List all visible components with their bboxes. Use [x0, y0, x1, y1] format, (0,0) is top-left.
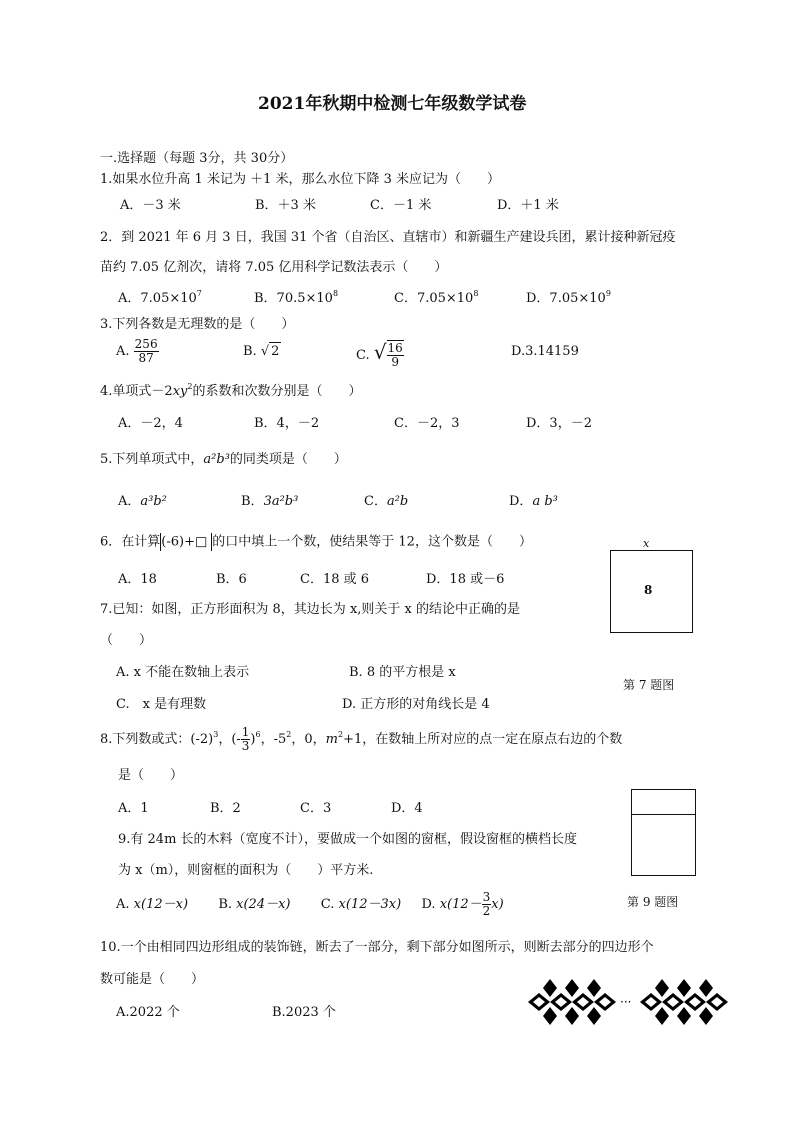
chain-diamond [543, 979, 557, 997]
q9-line2: 为 x（m），则窗框的面积为（ ）平方米. [118, 863, 374, 878]
q2-option-b: B．$70.5\times 10^8$ [254, 289, 339, 306]
chain-diamond [543, 1007, 557, 1025]
q8-option-a: A．1 [118, 801, 149, 816]
q8-option-d: D．4 [391, 801, 423, 816]
q2-line2: 苗约 7.05 亿剂次，请将 7.05 亿用科学记数法表示（ ） [100, 260, 448, 275]
q1-stem: 1.如果水位升高 1 米记为 ＋1 米，那么水位下降 3 米应记为（ ） [100, 172, 501, 187]
q7-option-b: B. 8 的平方根是 x [349, 665, 456, 680]
q6-option-a: A．18 [118, 572, 157, 587]
q9-option-d: D. x(12－ $\frac{3}{2}$ x) [421, 890, 504, 918]
chain-diamond [565, 1007, 579, 1025]
chain-diamond [677, 979, 691, 997]
q10-line2: 数可能是（ ） [100, 972, 205, 987]
fig7-label-area: 8 [644, 583, 653, 597]
fraction: $\frac{1}{3}$ [241, 725, 250, 753]
chain-figure [528, 974, 728, 1030]
fig7-label-x: x [643, 537, 650, 550]
fig9-caption: 第 9 题图 [627, 895, 679, 909]
q6-option-d: D．18 或－6 [426, 572, 505, 587]
q4-option-b: B．4，－2 [254, 416, 320, 431]
q2-option-c: C．$7.05\times 10^8$ [394, 289, 479, 306]
q7-option-d: D. 正方形的对角线长是 4 [342, 697, 490, 712]
q3-option-c: C. √ $\frac{16}{9}$ [356, 340, 403, 369]
q10-option-b: B.2023 个 [272, 1005, 336, 1020]
chain-diamond [655, 1007, 669, 1025]
q5-option-c: C．a²b [364, 494, 409, 509]
chain-diamond [699, 1007, 713, 1025]
chain-diamond [655, 979, 669, 997]
q9-line1: 9.有 24m 长的木料（宽度不计），要做成一个如图的窗框，假设窗框的横档长度 [118, 832, 578, 847]
q7-line2: （ ） [100, 633, 153, 648]
q3-option-d: D.3.14159 [511, 344, 579, 359]
fig9-window-frame [631, 789, 696, 876]
chain-left-group [528, 979, 616, 1025]
q4-option-c: C．－2，3 [394, 416, 460, 431]
fig9-crossbar [631, 814, 696, 815]
q3-stem: 3.下列各数是无理数的是（ ） [100, 317, 295, 332]
chain-diamond [677, 1007, 691, 1025]
q1-option-a: A．－3 米 [120, 198, 181, 213]
q6-stem: 6．在计算(-6)+□ 的口中填上一个数，使结果等于 12，这个数是（ ） [100, 534, 532, 550]
q2-option-a: A．$7.05\times 10^7$ [118, 289, 202, 306]
q9-options [116, 888, 504, 922]
q7-option-c: C. x 是有理数 [116, 697, 207, 712]
fraction: $\frac{256}{87}$ [134, 337, 158, 365]
chain-right-group [640, 979, 728, 1025]
q9-option-b: B. x(24－x) [218, 897, 291, 912]
chain-diamond [565, 979, 579, 997]
q4-option-d: D．3，－2 [526, 416, 592, 431]
q5-option-d: D．a b³ [509, 494, 558, 509]
q7-line1: 7.已知：如图，正方形面积为 8，其边长为 x,则关于 x 的结论中正确的是 [100, 602, 520, 617]
fraction: $\frac{3}{2}$ [482, 890, 491, 918]
page-title: 2021年秋期中检测七年级数学试卷 [258, 94, 527, 114]
chain-diamond [587, 1007, 601, 1025]
q9-option-a: A. x(12－x) [116, 897, 189, 912]
q9-option-c: C. x(12－3x) [320, 897, 402, 912]
q10-line1: 10.一个由相同四边形组成的装饰链，断去了一部分，剩下部分如图所示，则断去部分的四边形个 [100, 940, 654, 955]
q4-option-a: A．－2，4 [118, 416, 183, 431]
section-heading: 一.选择题（每题 3分，共 30分） [100, 151, 294, 166]
q5-option-a: A．a³b² [118, 494, 167, 509]
q6-option-b: B．6 [216, 572, 247, 587]
q8-option-c: C．3 [300, 801, 332, 816]
q10-option-a: A.2022 个 [116, 1005, 180, 1020]
q2-option-d: D．$7.05\times 10^9$ [526, 289, 611, 306]
q8-line1: 8.下列数或式：$(-2)^3$，(- $\frac{1}{3}$ )$^6$，$-5^2$，0，$m^2+1$，在数轴上所对应的点一定在原点右边的个数 [100, 725, 623, 753]
q8-line2: 是（ ） [118, 768, 184, 783]
q1-option-d: D．＋1 米 [497, 198, 559, 213]
q3-option-b: B. √ 2 [243, 344, 280, 359]
fig7-caption: 第 7 题图 [623, 678, 675, 692]
q5-option-b: B．3a²b³ [241, 494, 299, 509]
q4-stem: 4.单项式$-2xy^2$的系数和次数分别是（ ） [100, 382, 362, 399]
q8-option-b: B．2 [210, 801, 241, 816]
q3-option-a: A. $\frac{256}{87}$ [116, 337, 158, 365]
q2-line1: 2．到 2021 年 6 月 3 日，我国 31 个省（自治区、直辖市）和新疆生产建设兵团，累计接种新冠疫 [100, 230, 676, 245]
fraction: $\frac{16}{9}$ [387, 341, 403, 369]
chain-ellipsis: ··· [620, 995, 632, 1009]
q1-option-c: C．－1 米 [370, 198, 432, 213]
q6-option-c: C．18 或 6 [300, 572, 370, 587]
q7-option-a: A. x 不能在数轴上表示 [116, 665, 250, 680]
q1-option-b: B．＋3 米 [255, 198, 316, 213]
chain-diamond [587, 979, 601, 997]
q5-stem: 5.下列单项式中，a²b³的同类项是（ ） [100, 452, 347, 467]
chain-diamond [699, 979, 713, 997]
